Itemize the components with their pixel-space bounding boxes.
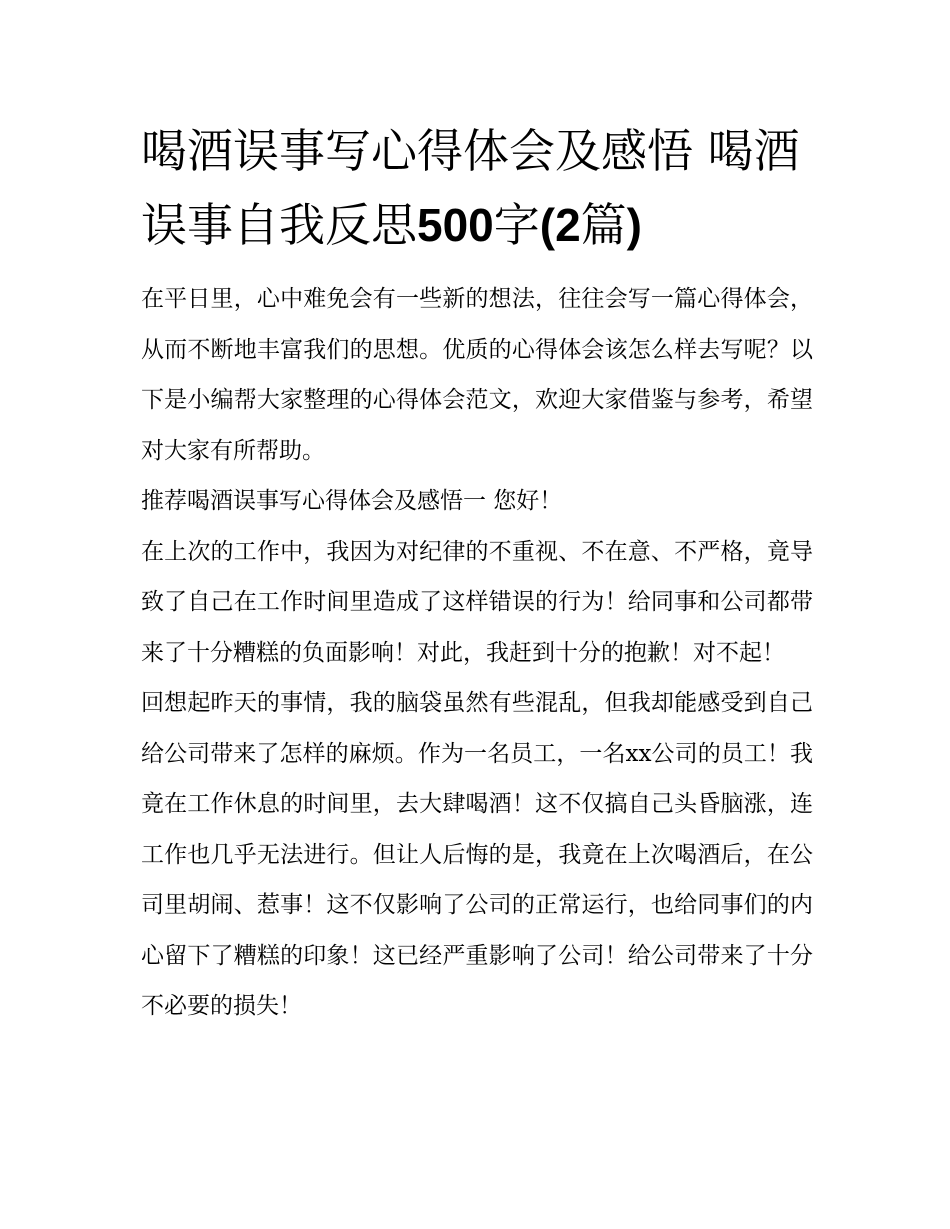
document-title <box>141 114 813 262</box>
paragraph-intro: 在平日里，心中难免会有一些新的想法，往往会写一篇心得体会，从而不断地丰富我们的思想。优质的心得体会该怎么样去写呢？以下是小编帮大家整理的心得体会范文，欢迎大家借鉴与参考，希望对大家有所帮助。 <box>141 286 813 464</box>
title-text-part2: 字 <box>493 198 540 252</box>
title-text-part1: 喝酒误事写心得体会及感悟 喝酒误事自我反思 <box>141 124 800 252</box>
paragraph-apology: 在上次的工作中，我因为对纪律的不重视、不在意、不严格，竟导致了自己在工作时间里造成了这样错误的行为！给同事和公司都带来了十分糟糕的负面影响！对此，我赶到十分的抱歉！对不起！ <box>141 538 813 666</box>
paragraph-reflection: 回想起昨天的事情，我的脑袋虽然有些混乱，但我却能感受到自己给公司带来了怎样的麻烦。作为一名员工，一名xx公司的员工！我竟在工作休息的时间里，去大肆喝酒！这不仅搞自己头昏脑涨，连工作也几乎无法进行。但让人后悔的是，我竟在上次喝酒后，在公司里胡闹、惹事！这不仅影响了公司的正常运行，也给同事们的内心留下了糟糕的印象！这已经严重影响了公司！给公司带来了十分不必要的损失！ <box>141 690 813 1019</box>
document-content <box>141 114 813 1032</box>
title-text-part3: 篇 <box>580 198 627 252</box>
title-close-paren: ) <box>626 199 642 251</box>
title-number-2: (2 <box>539 199 581 251</box>
title-number-500: 500 <box>417 199 494 251</box>
paragraph-heading: 推荐喝酒误事写心得体会及感悟一 您好！ <box>141 488 563 514</box>
